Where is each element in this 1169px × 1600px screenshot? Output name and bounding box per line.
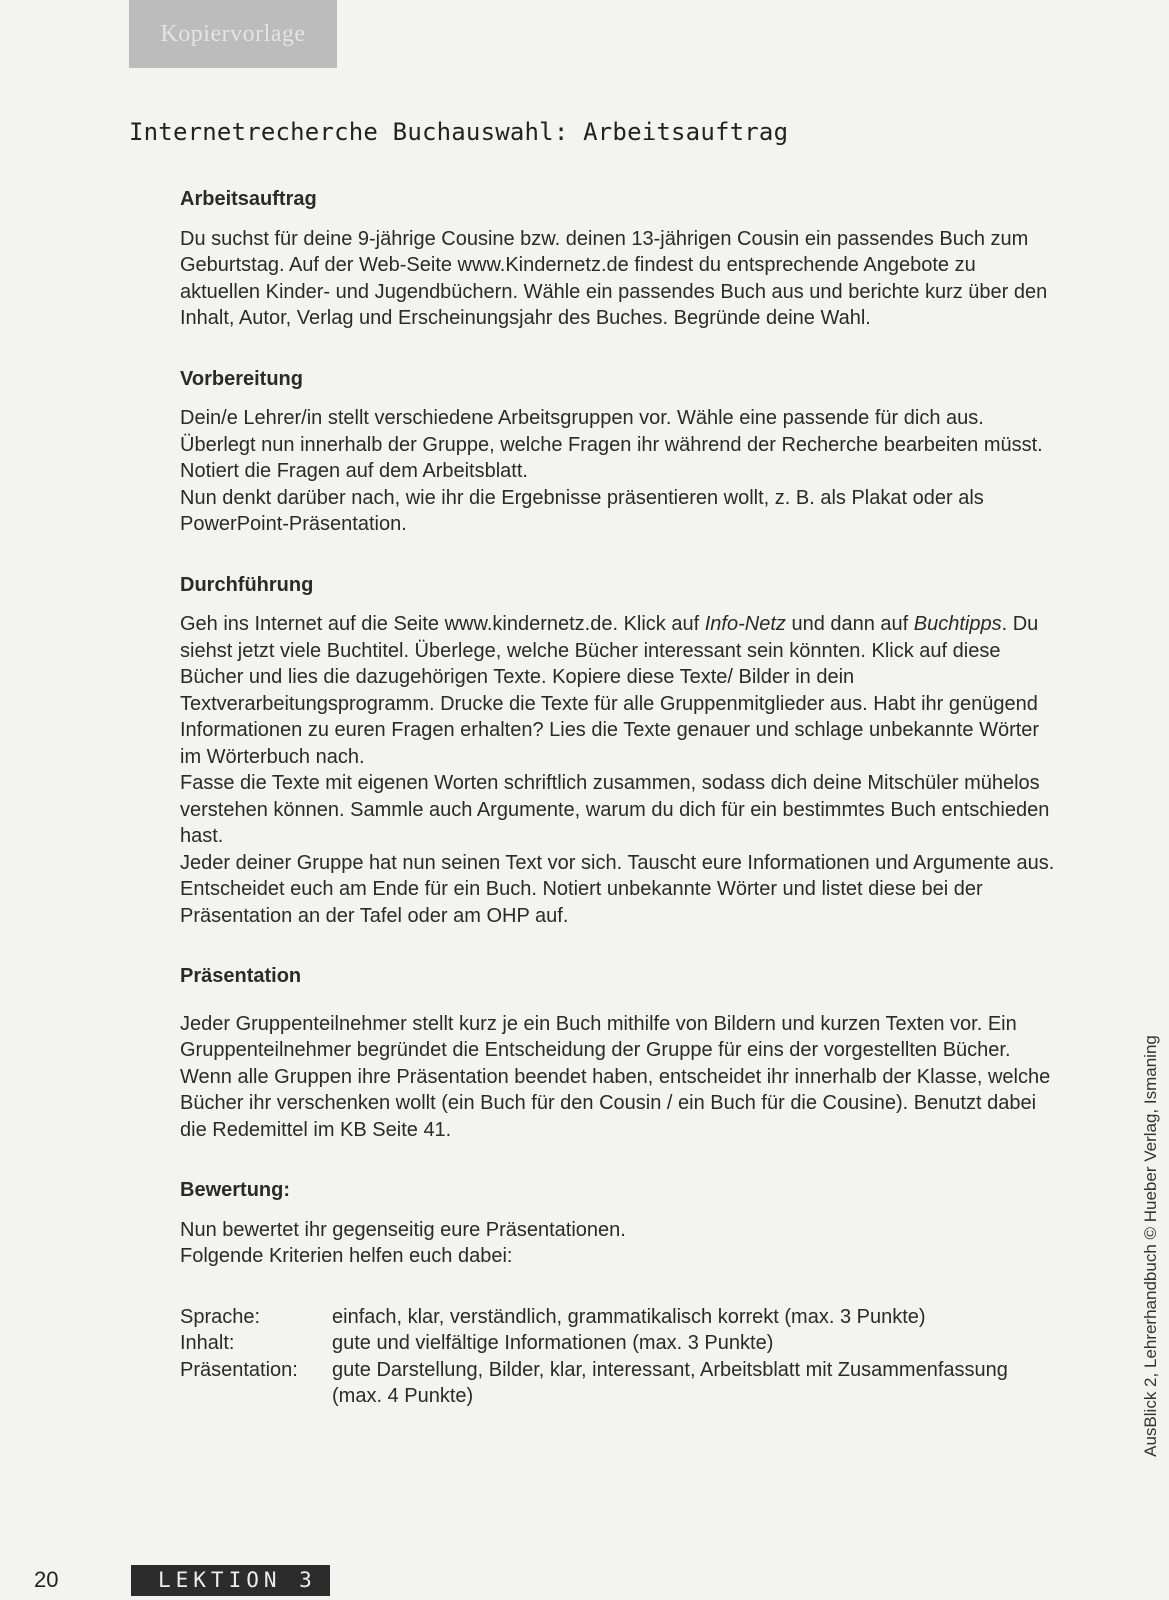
section-heading-arbeitsauftrag: Arbeitsauftrag [180, 188, 317, 210]
arbeitsauftrag-text: Du suchst für deine 9-jährige Cousine bzw. deinen 13-jährigen Cousin ein passendes Buch zum Geburtstag. Auf der Web-Seite www.Kindernetz.de findest du entsprechende Angebote zu aktuellen Kinder- und Jugendbüchern. Wähle ein passendes Buch aus und berichte kurz über den Inhalt, Autor, Verlag und Erscheinungsjahr des Buches. Begründe deine Wahl. [180, 227, 1048, 329]
copy-template-tag: Kopiervorlage [129, 0, 337, 68]
bewertung-line-1: Nun bewertet ihr gegenseitig eure Präsentationen. [180, 1218, 626, 1241]
durchfuehrung-paragraph-3: Jeder deiner Gruppe hat nun seinen Text vor sich. Tauscht eure Informationen und Argumente aus. Entscheidet euch am Ende für ein Buch. Notiert unbekannte Wörter und listet diese bei der Präsentation an der Tafel oder am OHP auf. [180, 851, 1055, 927]
section-heading-praesentation: Präsentation [180, 965, 302, 987]
lesson-label: LEKTION 3 [131, 1565, 330, 1596]
durchfuehrung-text-a: Geh ins Internet auf die Seite www.kindernetz.de. Klick auf [180, 613, 705, 635]
criterion-label: Inhalt: [180, 1332, 235, 1354]
durchfuehrung-paragraph-1 [180, 611, 1060, 770]
durchfuehrung-text-c: . Du siehst jetzt viele Buchtitel. Überlege, welche Bücher interessant sein könnten. Klick auf diese Bücher und lies die dazugehörigen Texte. Kopiere diese Texte/ Bilder in dein Textverarbeitungsprogramm. Drucke die Texte für alle Gruppenmitglieder aus. Habt ihr genügend Informationen zu euren Fragen erhalten? Lies die Texte genauer und schlage unbekannte Wörter im Wörterbuch nach. [180, 613, 1040, 768]
page-number: 20 [34, 1567, 59, 1592]
bewertung-line-2: Folgende Kriterien helfen euch dabei: [180, 1245, 513, 1267]
page-title: Internetrecherche Buchauswahl: Arbeitsauftrag [129, 118, 789, 146]
durchfuehrung-paragraph-2: Fasse die Texte mit eigenen Worten schriftlich zusammen, sodass dich deine Mitschüler mühelos verstehen können. Sammle auch Argumente, warum du dich für ein bestimmtes Buch entschieden hast. [180, 772, 1050, 847]
vorbereitung-text-1: Dein/e Lehrer/in stellt verschiedene Arbeitsgruppen vor. Wähle eine passende für dich aus. Überlegt nun innerhalb der Gruppe, welche Fragen ihr während der Recherche bearbeiten müsst. Notiert die Fragen auf dem Arbeitsblatt. [180, 407, 1043, 482]
section-heading-durchfuehrung: Durchführung [180, 573, 314, 596]
buchtipps-term: Buchtipps [913, 613, 1002, 635]
criterion-value: einfach, klar, verständlich, grammatikalisch korrekt (max. 3 Punkte) [332, 1305, 926, 1328]
criterion-label: Präsentation: [180, 1358, 298, 1381]
durchfuehrung-text-b: und dann auf [785, 613, 914, 635]
section-heading-vorbereitung: Vorbereitung [180, 367, 303, 390]
vorbereitung-text-2: Nun denkt darüber nach, wie ihr die Ergebnisse präsentieren wollt, z. B. als Plakat oder als PowerPoint-Präsentation. [180, 486, 984, 535]
info-netz-term: Info-Netz [704, 613, 786, 635]
copyright-notice: AusBlick 2, Lehrerhandbuch © Hueber Verlag, Ismaning [1141, 1035, 1160, 1457]
criterion-value: gute und vielfältige Informationen (max. 3 Punkte) [332, 1332, 774, 1354]
criteria-list [180, 1304, 1060, 1410]
criterion-value: gute Darstellung, Bilder, klar, interessant, Arbeitsblatt mit Zusammenfassung (max. 4 Punkte) [332, 1358, 1008, 1407]
praesentation-text: Jeder Gruppenteilnehmer stellt kurz je ein Buch mithilfe von Bildern und kurzen Texten vor. Ein Gruppenteilnehmer begründet die Entscheidung der Gruppe für eins der vorgestellten Bücher. Wenn alle Gruppen ihre Präsentation beendet haben, entscheidet ihr innerhalb der Klasse, welche Bücher ihr verschenken wollt (ein Buch für den Cousin / ein Buch für die Cousine). Benutzt dabei die Redemittel im KB Seite 41. [180, 1012, 1051, 1141]
worksheet-content [180, 186, 1060, 1410]
section-heading-bewertung: Bewertung: [180, 1179, 290, 1201]
criterion-label: Sprache: [180, 1305, 261, 1328]
